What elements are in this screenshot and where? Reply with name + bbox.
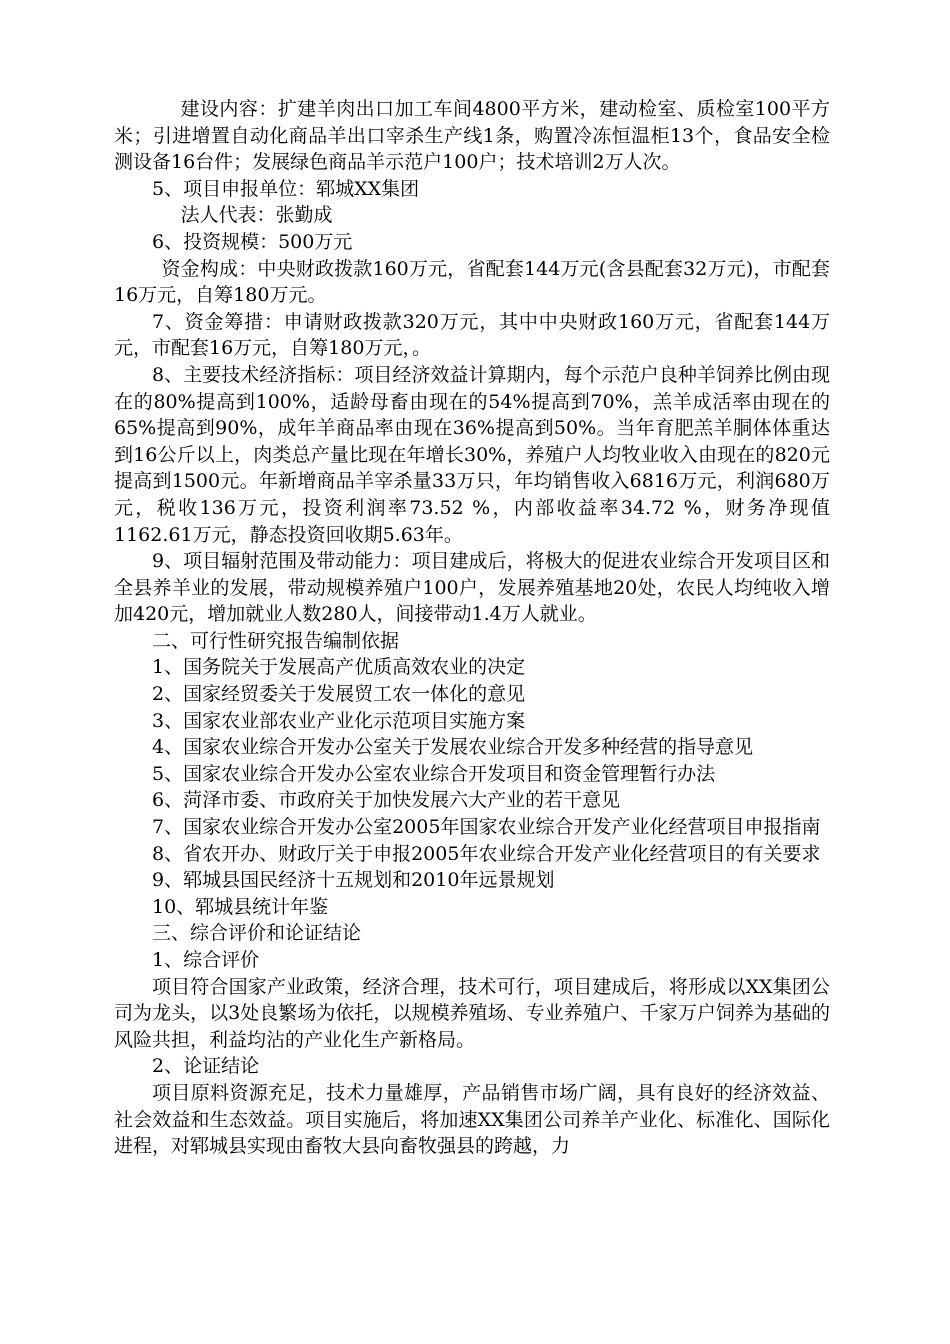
list-item: 10、郓城县统计年鉴	[152, 895, 329, 918]
paragraph-legal-rep: 法人代表：张勤成	[180, 204, 333, 227]
paragraph-investment-scale: 6、投资规模：500万元	[152, 230, 353, 253]
subheading-conclusion: 2、论证结论	[152, 1055, 260, 1078]
list-item: 5、国家农业综合开发办公室农业综合开发项目和资金管理暂行办法	[152, 762, 716, 785]
list-item: 8、省农开办、财政厅关于申报2005年农业综合开发产业化经营项目的有关要求	[152, 842, 821, 865]
paragraph-fund-raising: 7、资金筹措：申请财政拨款320万元，其中中央财政160万元，省配套144万元，市配套16万元，自筹180万元，。	[114, 310, 830, 360]
list-item: 1、国务院关于发展高产优质高效农业的决定	[152, 656, 526, 679]
section-heading-basis: 二、可行性研究报告编制依据	[152, 629, 400, 652]
list-item: 7、国家农业综合开发办公室2005年国家农业综合开发产业化经营项目申报指南	[152, 816, 821, 839]
list-item: 6、菏泽市委、市政府关于加快发展六大产业的若干意见	[152, 789, 621, 812]
list-item: 9、郓城县国民经济十五规划和2010年远景规划	[152, 869, 555, 892]
list-item: 3、国家农业部农业产业化示范项目实施方案	[152, 709, 526, 732]
paragraph-evaluation: 项目符合国家产业政策，经济合理，技术可行，项目建成后，将形成以XX集团公司为龙头，以3处良繁场为依托，以规模养殖场、专业养殖户、千家万户饲养为基础的风险共担，利益均沾的产业化生产新格局。	[114, 975, 830, 1051]
document-body	[114, 96, 830, 1160]
paragraph-radiation-range: 9、项目辐射范围及带动能力：项目建成后，将极大的促进农业综合开发项目区和全县养羊业的发展，带动规模养殖户100户，发展养殖基地20处，农民人均纯收入增加420元，增加就业人数280人，间接带动1.4万人就业。	[114, 550, 830, 626]
section-heading-conclusion: 三、综合评价和论证结论	[152, 922, 362, 945]
list-item: 2、国家经贸委关于发展贸工农一体化的意见	[152, 683, 526, 706]
paragraph-economic-indicators: 8、主要技术经济指标：项目经济效益计算期内，每个示范户良种羊饲养比例由现在的80%提高到100%，适龄母畜由现在的54%提高到70%，羔羊成活率由现在的65%提高到90%，成年羊商品率由现在36%提高到50%。当年育肥羔羊胴体体重达到16公斤以上，肉类总产量比现在年增长30%，养殖户人均牧业收入由现在的820元提高到1500元。年新增商品羊宰杀量33万只，年均销售收入6816万元，利润680万元，税收136万元，投资利润率73.52 %，内部收益率34.72 %，财务净现值1162.61万元，静态投资回收期5.63年。	[114, 363, 830, 546]
list-item: 4、国家农业综合开发办公室关于发展农业综合开发多种经营的指导意见	[152, 736, 754, 759]
paragraph-construction-content: 建设内容：扩建羊肉出口加工车间4800平方米，建动检室、质检室100平方米；引进增置自动化商品羊出口宰杀生产线1条，购置冷冻恒温柜13个，食品安全检测设备16台件；发展绿色商品羊示范户100户；技术培训2万人次。	[114, 98, 830, 174]
subheading-evaluation: 1、综合评价	[152, 949, 260, 971]
paragraph-fund-structure: 资金构成：中央财政拨款160万元，省配套144万元(含县配套32万元)，市配套16万元，自筹180万元。	[114, 257, 830, 307]
paragraph-applicant: 5、项目申报单位：郓城XX集团	[152, 177, 420, 200]
paragraph-conclusion: 项目原料资源充足，技术力量雄厚，产品销售市场广阔，具有良好的经济效益、社会效益和生态效益。项目实施后，将加速XX集团公司养羊产业化、标准化、国际化进程，对郓城县实现由畜牧大县向畜牧强县的跨越，力	[114, 1081, 830, 1158]
